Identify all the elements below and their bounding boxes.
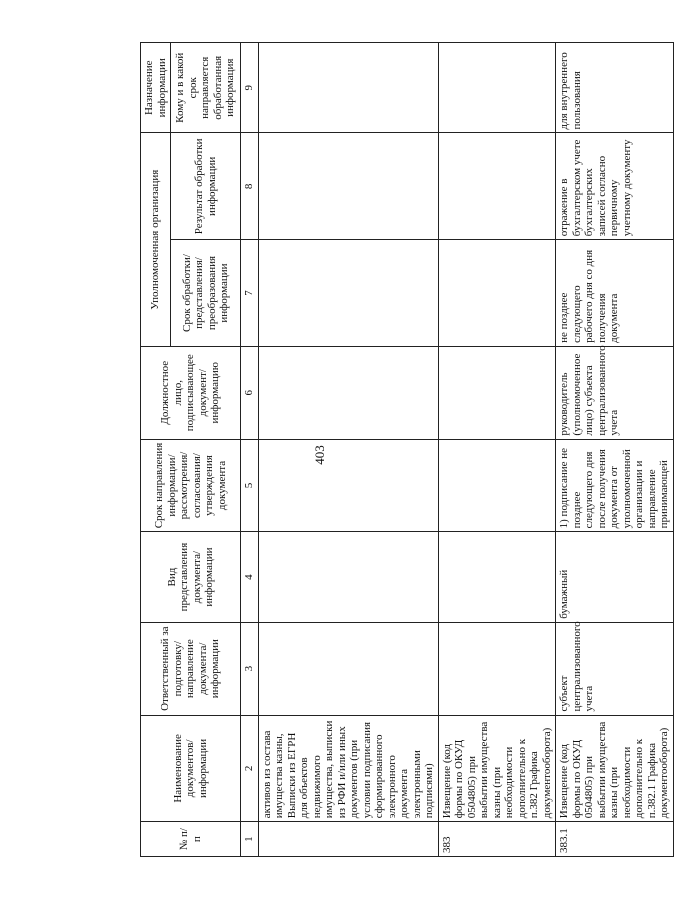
purpose xyxy=(258,43,438,134)
term: 1) подписание не позднее следующего дня после получения документа от уполномоченной организации и направление принимающей xyxy=(556,439,674,532)
responsible xyxy=(438,622,556,715)
processing-term: не позднее следующего рабочего дня со дня получения документа xyxy=(556,240,674,347)
column-number: 5 xyxy=(241,439,259,532)
column-number: 1 xyxy=(241,822,259,857)
purpose: для внутреннего пользования xyxy=(556,43,674,134)
column-number: 8 xyxy=(241,133,259,240)
result: отражение в бухгалтерском учете бухгалтерских записей согласно первичному учетному документу xyxy=(556,133,674,240)
header-result: Результат обработки информации xyxy=(171,133,241,240)
signer xyxy=(438,346,556,439)
column-number: 6 xyxy=(241,346,259,439)
result xyxy=(438,133,556,240)
table-row xyxy=(556,43,674,857)
signer xyxy=(258,346,438,439)
document-flow-table xyxy=(140,42,674,857)
signer: руководитель (уполномоченное лицо) субъекта централизованного учета xyxy=(556,346,674,439)
column-number: 4 xyxy=(241,532,259,622)
purpose xyxy=(438,43,556,134)
document-name: Извещение (код формы по ОКУД 0504805) при выбытии имущества казны (при необходимости дополнительно к п.382 Графика документооборота) xyxy=(438,715,556,822)
header-recipient: Кому и в какой срок направляется обработанная информация xyxy=(171,43,241,134)
header-processing-term: Срок обработки/ представления/ преобразования информации xyxy=(171,240,241,347)
responsible: субъект централизованного учета xyxy=(556,622,674,715)
header-signer: Должностное лицо, подписывающее документ/ информацию xyxy=(141,346,241,439)
header-responsible: Ответственный за подготовку/ направление документа/ информации xyxy=(141,622,241,715)
column-number: 3 xyxy=(241,622,259,715)
form xyxy=(258,532,438,622)
column-number: 9 xyxy=(241,43,259,134)
header-authorized-org: Уполномоченная организация xyxy=(141,133,171,346)
processing-term xyxy=(438,240,556,347)
term xyxy=(438,439,556,532)
page-number: 403 xyxy=(312,445,327,465)
header-name: Наименование документов/ информации xyxy=(141,715,241,822)
document-name: Извещение (код формы по ОКУД 0504805) при выбытии имущества казны (при необходимости дополнительно к п.382.1 Графика документооборота) xyxy=(556,715,674,822)
row-number xyxy=(258,822,438,857)
table-row xyxy=(438,43,556,857)
rotated-table-wrapper xyxy=(140,42,670,857)
column-number: 2 xyxy=(241,715,259,822)
term xyxy=(258,439,438,532)
header-number: № п/п xyxy=(141,822,241,857)
processing-term xyxy=(258,240,438,347)
row-number: 383 xyxy=(438,822,556,857)
form: бумажный xyxy=(556,532,674,622)
document-name: активов из состава имущества казны, Выписки из ЕГРН для объектов недвижимого имущества, выписки из РФИ и/или иных документов (при условии подписания сформированного электронного документа электронными подписями) xyxy=(258,715,438,822)
column-numbers-row xyxy=(241,43,259,857)
header-form: Вид представления документа/ информации xyxy=(141,532,241,622)
result xyxy=(258,133,438,240)
row-number: 383.1 xyxy=(556,822,674,857)
table-row xyxy=(258,43,438,857)
header-purpose: Назначение информации xyxy=(141,43,171,134)
header-term: Срок направления информации/ рассмотрения/ согласования/ утверждения документа xyxy=(141,439,241,532)
responsible xyxy=(258,622,438,715)
column-number: 7 xyxy=(241,240,259,347)
form xyxy=(438,532,556,622)
